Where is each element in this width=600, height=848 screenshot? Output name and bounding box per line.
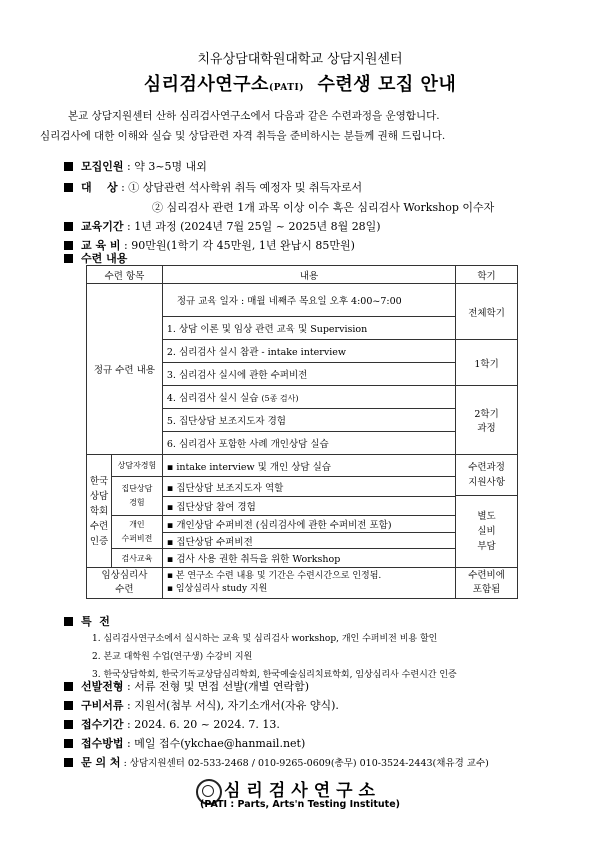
content-heading-row (64, 250, 127, 266)
kca-subcategories (112, 455, 162, 567)
special-heading-row (64, 613, 110, 629)
regular-row-1: 1. 상담 이론 및 임상 관련 교육 및 Supervision (162, 317, 455, 340)
footer-institute-english: (PATI : Parts, Arts'n Testing Institute) (200, 799, 400, 810)
recruit-label: 모집인원 (81, 160, 124, 173)
term-2-line-2: 과정 (477, 423, 496, 434)
kca-term-b (456, 496, 517, 567)
selection-row (64, 678, 309, 694)
regular-row-2: 2. 심리검사 실시 참관 - intake interview (162, 340, 455, 363)
regular-row-4-note: (5종 검사) (261, 394, 299, 403)
kca-sub-2-line-1: 집단상담 (121, 484, 153, 493)
kca-cat-2: 상담 (89, 490, 109, 502)
target-row (64, 179, 362, 195)
kca-sub-4: 검사교육 (121, 553, 153, 563)
term-1: 1학기 (456, 340, 518, 386)
header-term: 학기 (456, 266, 518, 284)
footer-institute-name: 심리검사연구소 (224, 781, 381, 801)
kca-sub-3-line-2: 수퍼비전 (121, 534, 153, 543)
kca-item-4: ▪ 개인상담 수퍼비전 (심리검사에 관한 수퍼비전 포함) (163, 516, 455, 533)
kca-item-2: ▪ 집단상담 보조지도자 역할 (163, 477, 455, 497)
kca-term-b-line-2: 실비 (477, 526, 496, 537)
term-all: 전체학기 (456, 284, 518, 340)
kca-term-a-line-2: 지원사항 (468, 477, 505, 488)
kca-cat-1: 한국 (89, 475, 109, 487)
selection-label: 선발전형 (81, 680, 124, 693)
kca-category (87, 455, 112, 567)
intro-line-2: 심리검사에 대한 이해와 실습 및 상담관련 자격 취득을 준비하시는 분들께 권해 드립니다. (40, 130, 446, 142)
square-bullet-icon (64, 720, 73, 729)
term-2 (456, 386, 518, 455)
inquiry-value: : 상담지원센터 02-533-2468 / 010-9265-0609(총무) 010-3524-2443(채유경 교수) (123, 758, 489, 769)
square-bullet-icon (64, 183, 73, 192)
application-method-value: : 메일 접수(ykchae@hanmail.net) (127, 737, 306, 750)
table-row (87, 568, 518, 599)
special-heading: 특 전 (81, 615, 110, 628)
kca-term-b-line-3: 부담 (477, 541, 496, 552)
square-bullet-icon (64, 617, 73, 626)
kca-category-cell (87, 455, 163, 568)
documents-value: : 지원서(첨부 서식), 자기소개서(자유 양식). (127, 699, 339, 712)
square-bullet-icon (64, 682, 73, 691)
table-row (87, 455, 518, 568)
application-method-label: 접수방법 (81, 737, 124, 750)
target-label: 대 상 (81, 181, 118, 194)
square-bullet-icon (64, 241, 73, 250)
application-method-row (64, 735, 305, 751)
special-item-2: 2. 본교 대학원 수업(연구생) 수강비 지원 (92, 652, 253, 662)
fee-label: 교 육 비 (81, 239, 121, 252)
kca-sub-3 (112, 516, 162, 549)
square-bullet-icon (64, 739, 73, 748)
title-abbr: (PATI) (268, 83, 304, 93)
table-row (87, 284, 518, 317)
kca-item-3: ▪ 집단상담 참여 경험 (163, 497, 455, 516)
kca-sub-2 (112, 477, 162, 516)
clinical-content (162, 568, 455, 599)
table-header-row (87, 266, 518, 284)
clinical-category-line-1: 임상심리사 (101, 570, 148, 581)
fee-value: : 90만원(1학기 각 45만원, 1년 완납시 85만원) (124, 239, 355, 252)
clinical-term-line-2: 포함됨 (472, 584, 501, 595)
title-rest: 수련생 모집 안내 (317, 74, 457, 95)
title-main: 심리검사연구소 (143, 74, 269, 95)
square-bullet-icon (64, 758, 73, 767)
kca-sub-1: 상담자경험 (112, 455, 162, 477)
application-period-row (64, 716, 280, 732)
inquiry-row (64, 754, 489, 770)
clinical-category (87, 568, 163, 599)
target-item-1: : ① 상담관련 석사학위 취득 예정자 및 취득자로서 (121, 181, 363, 194)
kca-term (456, 455, 517, 567)
intro-paragraph (40, 106, 560, 146)
period-value: : 1년 과정 (2024년 7월 25일 ~ 2025년 8월 28일) (127, 220, 381, 233)
content-heading: 수련 내용 (81, 252, 128, 265)
kca-term-cell (456, 455, 518, 568)
square-bullet-icon (64, 222, 73, 231)
curriculum-table (86, 265, 518, 599)
kca-cat-4: 수련 (89, 520, 109, 532)
intro-line-1: 본교 상담지원센터 산하 심리검사연구소에서 다음과 같은 수련과정을 운영합니다. (68, 110, 440, 122)
square-bullet-icon (64, 701, 73, 710)
regular-row-6: 6. 심리검사 포함한 사례 개인상담 실습 (162, 432, 455, 455)
documents-row (64, 697, 339, 713)
recruit-value: : 약 3~5명 내외 (127, 160, 207, 173)
clinical-term (456, 568, 518, 599)
square-bullet-icon (64, 162, 73, 171)
regular-row-4-main: 4. 심리검사 실시 실습 (166, 393, 259, 404)
inquiry-label: 문 의 처 (81, 756, 121, 769)
clinical-item-2: ▪ 임상심리사 study 지원 (166, 584, 268, 594)
page-title (0, 70, 600, 96)
clinical-item-1: ▪ 본 연구소 수련 내용 및 기간은 수련시간으로 인정됨. (166, 571, 382, 581)
header-content: 내용 (162, 266, 455, 284)
kca-content-cell (162, 455, 455, 568)
kca-term-a-line-1: 수련과정 (468, 462, 505, 473)
kca-category-split (87, 455, 162, 567)
kca-sub-2-line-2: 경험 (129, 498, 145, 507)
kca-item-5: ▪ 집단상담 수퍼비전 (163, 533, 455, 549)
period-label: 교육기간 (81, 220, 124, 233)
application-period-value: : 2024. 6. 20 ~ 2024. 7. 13. (127, 718, 280, 731)
regular-category: 정규 수련 내용 (87, 284, 163, 455)
kca-item-6: ▪ 검사 사용 권한 취득을 위한 Workshop (166, 554, 341, 565)
kca-sub-3-line-1: 개인 (129, 520, 145, 529)
clinical-term-line-1: 수련비에 (468, 570, 505, 581)
period-row (64, 218, 381, 234)
org-subtitle: 치유상담대학원대학교 상담지원센터 (197, 52, 403, 67)
selection-value: : 서류 전형 및 면접 선발(개별 연락함) (127, 680, 310, 693)
regular-row-4 (162, 386, 455, 409)
regular-schedule: 정규 교육 일자 : 매월 네째주 목요일 오후 4:00~7:00 (162, 284, 455, 317)
special-item-3: 3. 한국상담학회, 한국기독교상담심리학회, 한국예술심리치료학회, 임상심리사 수련시간 인증 (92, 670, 457, 680)
kca-term-b-line-1: 별도 (477, 511, 496, 522)
special-list (92, 630, 457, 684)
documents-label: 구비서류 (81, 699, 124, 712)
regular-row-5: 5. 집단상담 보조지도자 경험 (162, 409, 455, 432)
application-period-label: 접수기간 (81, 718, 124, 731)
special-item-1: 1. 심리검사연구소에서 실시하는 교육 및 심리검사 workshop, 개인 수퍼비전 비용 할인 (92, 634, 438, 644)
regular-row-3: 3. 심리검사 실시에 관한 수퍼비전 (162, 363, 455, 386)
target-item-2: ② 심리검사 관련 1개 과목 이상 이수 혹은 심리검사 Workshop 이수자 (152, 201, 495, 214)
kca-item-1: ▪ intake interview 및 개인 상담 실습 (163, 455, 455, 477)
recruit-row (64, 158, 207, 174)
term-2-line-1: 2학기 (474, 409, 499, 420)
square-bullet-icon (64, 254, 73, 263)
clinical-category-line-2: 수련 (115, 584, 134, 595)
kca-content (163, 455, 455, 567)
kca-cat-3: 학회 (89, 505, 109, 517)
header-category: 수련 항목 (87, 266, 163, 284)
kca-term-a (456, 455, 517, 496)
kca-cat-5: 인증 (89, 535, 109, 547)
